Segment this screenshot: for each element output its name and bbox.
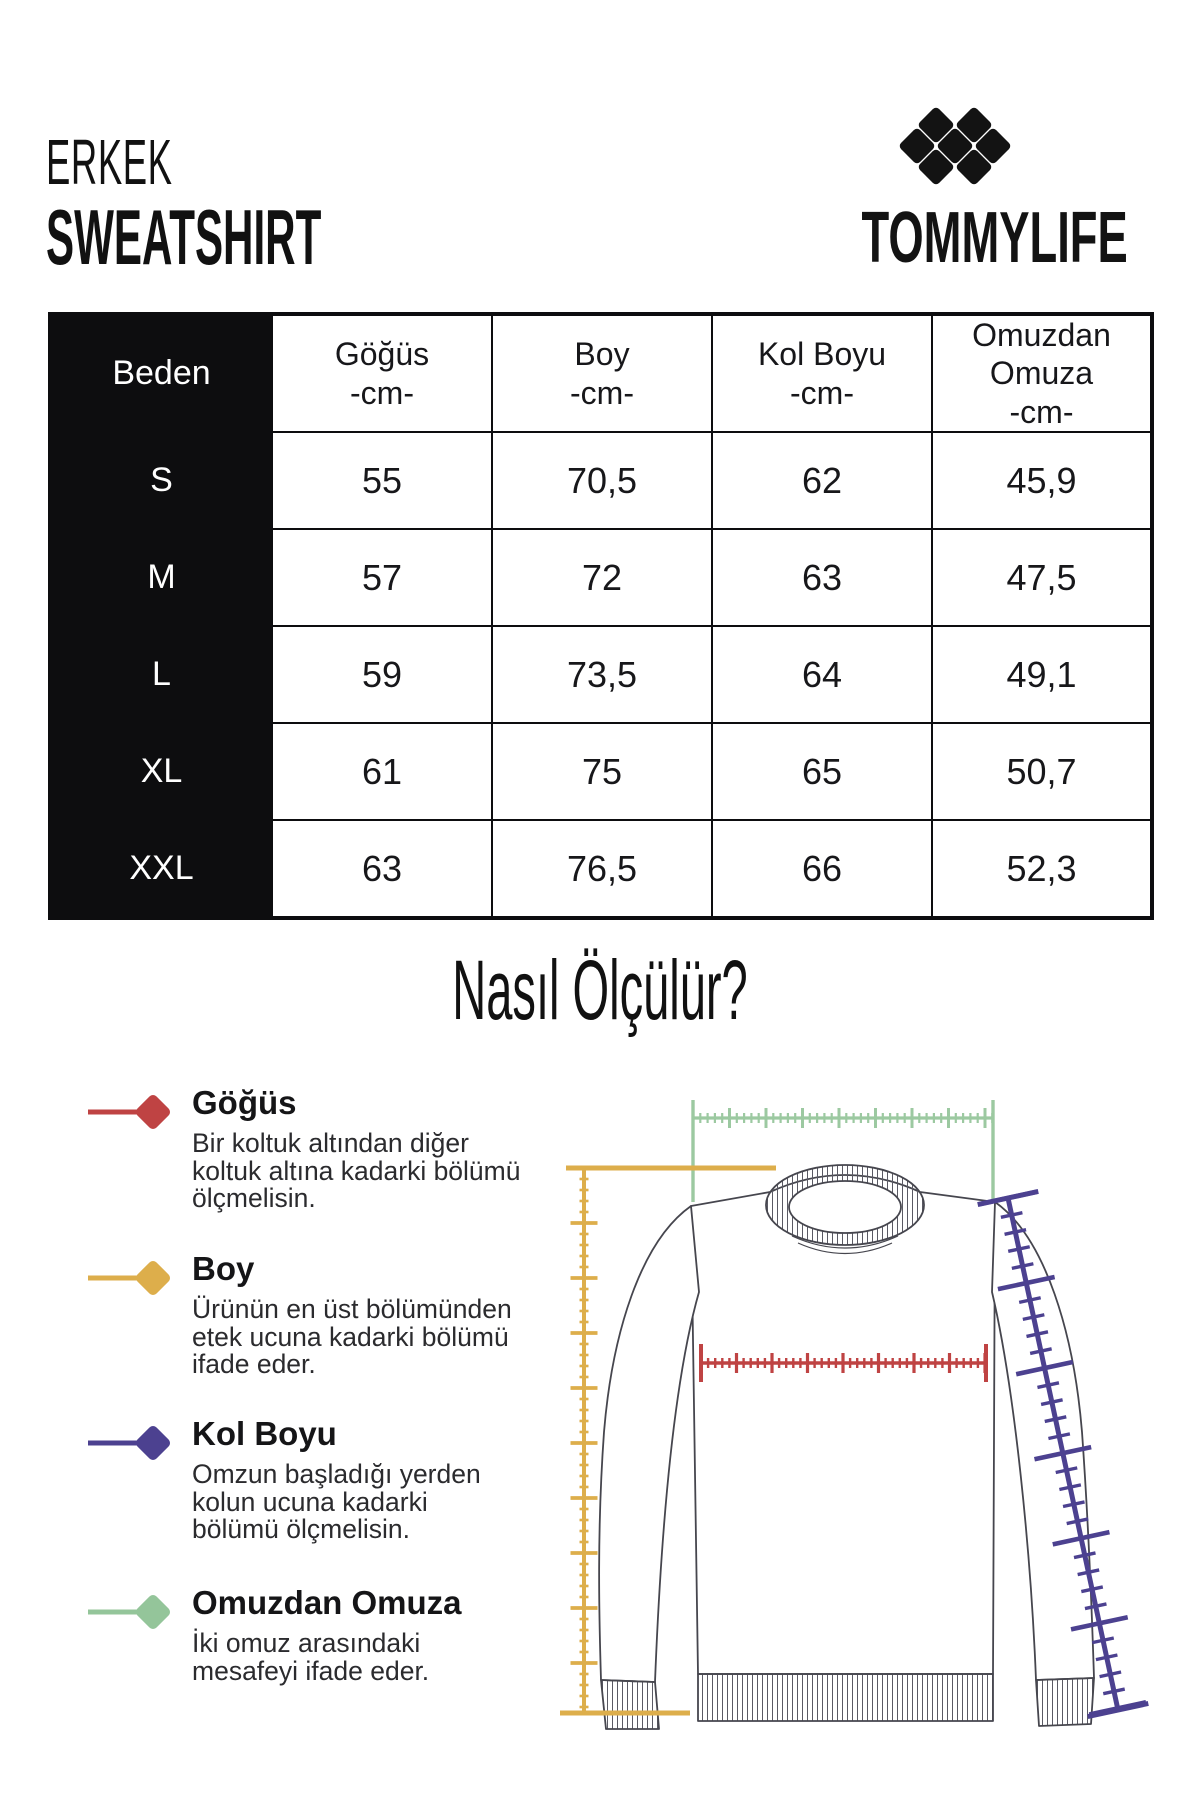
cell-sleeve: 66 bbox=[712, 820, 932, 918]
how-to-measure-title: Nasıl Ölçülür? bbox=[452, 943, 748, 1037]
cell-sleeve: 65 bbox=[712, 723, 932, 820]
shirt-left-cuff bbox=[601, 1680, 659, 1729]
table-row bbox=[50, 820, 1152, 918]
size-label: M bbox=[50, 529, 272, 626]
cell-chest: 57 bbox=[272, 529, 492, 626]
shirt-right-cuff bbox=[1036, 1678, 1094, 1726]
cell-shoulder: 47,5 bbox=[932, 529, 1152, 626]
legend-heading-boy: Boy bbox=[192, 1250, 255, 1287]
cell-chest: 63 bbox=[272, 820, 492, 918]
cell-sleeve: 62 bbox=[712, 432, 932, 529]
table-row bbox=[50, 529, 1152, 626]
shoulder-diamond-icon bbox=[85, 1572, 195, 1652]
col-header-gogus: Göğüs -cm- bbox=[272, 314, 492, 432]
col-header-omuzdan-omuza: Omuzdan Omuza -cm- bbox=[932, 314, 1152, 432]
cell-sleeve: 64 bbox=[712, 626, 932, 723]
legend-text-boy: Ürünün en üst bölümünden etek ucuna kadarki bölümü ifade eder. bbox=[192, 1294, 512, 1379]
legend-text-gogus: Bir koltuk altından diğer koltuk altına kadarki bölümü ölçmelisin. bbox=[192, 1128, 521, 1213]
table-row bbox=[50, 723, 1152, 820]
cell-sleeve: 63 bbox=[712, 529, 932, 626]
size-label: XL bbox=[50, 723, 272, 820]
cell-length: 72 bbox=[492, 529, 712, 626]
size-label: S bbox=[50, 432, 272, 529]
table-row bbox=[50, 432, 1152, 529]
shirt-collar-inner bbox=[789, 1181, 901, 1233]
corner-header-beden: Beden bbox=[50, 314, 272, 432]
chest-diamond-icon bbox=[85, 1072, 195, 1152]
cell-shoulder: 45,9 bbox=[932, 432, 1152, 529]
col-header-kol-boyu: Kol Boyu -cm- bbox=[712, 314, 932, 432]
size-table-header-row bbox=[50, 314, 1152, 432]
cell-chest: 55 bbox=[272, 432, 492, 529]
brand-logo-diamond-icon bbox=[880, 90, 1032, 200]
size-label: L bbox=[50, 626, 272, 723]
size-label: XXL bbox=[50, 820, 272, 918]
cell-length: 70,5 bbox=[492, 432, 712, 529]
cell-length: 75 bbox=[492, 723, 712, 820]
brand-name: TOMMYLIFE bbox=[861, 198, 1128, 278]
col-header-boy: Boy -cm- bbox=[492, 314, 712, 432]
cell-shoulder: 49,1 bbox=[932, 626, 1152, 723]
legend-heading-gogus: Göğüs bbox=[192, 1084, 297, 1121]
cell-shoulder: 52,3 bbox=[932, 820, 1152, 918]
cell-shoulder: 50,7 bbox=[932, 723, 1152, 820]
category-title: ERKEK bbox=[46, 126, 173, 198]
cell-chest: 59 bbox=[272, 626, 492, 723]
sweatshirt-measurement-diagram bbox=[420, 1060, 1200, 1760]
sleeve-diamond-icon bbox=[85, 1403, 195, 1483]
legend-heading-kol-boyu: Kol Boyu bbox=[192, 1415, 337, 1452]
legend-heading-omuzdan-omuza: Omuzdan Omuza bbox=[192, 1584, 462, 1621]
legend-text-omuzdan-omuza: İki omuz arasındaki mesafeyi ifade eder. bbox=[192, 1628, 430, 1686]
length-diamond-icon bbox=[85, 1238, 195, 1318]
cell-chest: 61 bbox=[272, 723, 492, 820]
product-title: SWEATSHIRT bbox=[46, 193, 322, 281]
legend-text-kol-boyu: Omzun başladığı yerden kolun ucuna kadarki bölümü ölçmelisin. bbox=[192, 1459, 481, 1544]
shirt-hem bbox=[698, 1674, 993, 1721]
shirt-right-sleeve bbox=[992, 1202, 1094, 1680]
shirt-left-sleeve bbox=[599, 1206, 699, 1682]
cell-length: 76,5 bbox=[492, 820, 712, 918]
table-row bbox=[50, 626, 1152, 723]
cell-length: 73,5 bbox=[492, 626, 712, 723]
shirt-body bbox=[691, 1175, 995, 1674]
size-table bbox=[48, 312, 1154, 920]
